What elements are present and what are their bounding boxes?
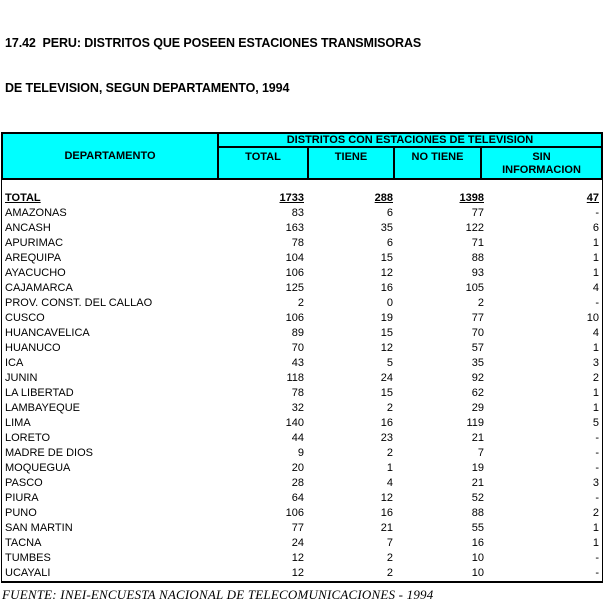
value-cell: - bbox=[595, 492, 599, 504]
value-cell: 163 bbox=[285, 222, 304, 234]
value-cell: 24 bbox=[291, 537, 304, 549]
table-row bbox=[2, 356, 602, 371]
value-cell: 4 bbox=[592, 282, 599, 294]
page-title-line2: DE TELEVISION, SEGUN DEPARTAMENTO, 1994 bbox=[5, 81, 290, 95]
value-cell: 47 bbox=[586, 192, 599, 204]
department-cell: UCAYALI bbox=[5, 567, 51, 579]
value-cell: - bbox=[595, 447, 599, 459]
value-cell: 32 bbox=[291, 402, 304, 414]
value-cell: 44 bbox=[291, 432, 304, 444]
value-cell: 20 bbox=[291, 462, 304, 474]
value-cell: 1398 bbox=[459, 192, 484, 204]
table-body bbox=[1, 180, 603, 583]
value-cell: 77 bbox=[291, 522, 304, 534]
value-cell: 15 bbox=[380, 327, 393, 339]
department-cell: ICA bbox=[5, 357, 24, 369]
value-cell: 92 bbox=[471, 372, 484, 384]
value-cell: 104 bbox=[285, 252, 304, 264]
value-cell: 1 bbox=[592, 252, 599, 264]
value-cell: 89 bbox=[291, 327, 304, 339]
department-cell: PROV. CONST. DEL CALLAO bbox=[5, 297, 153, 309]
header-col-sin-informacion bbox=[482, 148, 601, 178]
header-col-total: TOTAL bbox=[219, 148, 309, 178]
value-cell: 29 bbox=[471, 402, 484, 414]
value-cell: 5 bbox=[386, 357, 393, 369]
value-cell: 15 bbox=[380, 387, 393, 399]
value-cell: 3 bbox=[592, 477, 599, 489]
value-cell: - bbox=[595, 207, 599, 219]
value-cell: 70 bbox=[291, 342, 304, 354]
value-cell: 77 bbox=[471, 207, 484, 219]
value-cell: 1 bbox=[592, 267, 599, 279]
value-cell: 119 bbox=[466, 417, 484, 429]
department-cell: JUNIN bbox=[5, 372, 38, 384]
department-cell: ANCASH bbox=[5, 222, 51, 234]
value-cell: 15 bbox=[380, 252, 393, 264]
value-cell: 43 bbox=[291, 357, 304, 369]
value-cell: 12 bbox=[380, 342, 393, 354]
value-cell: 3 bbox=[592, 357, 599, 369]
value-cell: 77 bbox=[471, 312, 484, 324]
value-cell: 140 bbox=[285, 417, 304, 429]
value-cell: 88 bbox=[471, 507, 484, 519]
table-row bbox=[2, 221, 602, 236]
table-row bbox=[2, 491, 602, 506]
value-cell: 16 bbox=[380, 282, 393, 294]
header-col-no-tiene: NO TIENE bbox=[395, 148, 482, 178]
value-cell: 83 bbox=[291, 207, 304, 219]
header-col-sin-line2: INFORMACION bbox=[502, 164, 581, 176]
value-cell: 12 bbox=[291, 552, 304, 564]
value-cell: 1 bbox=[592, 342, 599, 354]
value-cell: 4 bbox=[386, 477, 393, 489]
value-cell: 1 bbox=[592, 522, 599, 534]
department-cell: HUANCAVELICA bbox=[5, 327, 90, 339]
header-columns bbox=[219, 148, 601, 178]
value-cell: 64 bbox=[291, 492, 304, 504]
table-row bbox=[2, 341, 602, 356]
value-cell: 2 bbox=[592, 507, 599, 519]
value-cell: 19 bbox=[471, 462, 484, 474]
value-cell: 24 bbox=[380, 372, 393, 384]
value-cell: 9 bbox=[297, 447, 304, 459]
value-cell: 78 bbox=[291, 237, 304, 249]
table-row bbox=[2, 266, 602, 281]
value-cell: 6 bbox=[386, 237, 393, 249]
value-cell: 35 bbox=[471, 357, 484, 369]
value-cell: 1 bbox=[592, 537, 599, 549]
table-row bbox=[2, 461, 602, 476]
value-cell: 1 bbox=[592, 387, 599, 399]
value-cell: 35 bbox=[380, 222, 393, 234]
table-row bbox=[2, 446, 602, 461]
value-cell: 70 bbox=[471, 327, 484, 339]
department-cell: TUMBES bbox=[5, 552, 51, 564]
value-cell: 6 bbox=[592, 222, 599, 234]
department-cell: LAMBAYEQUE bbox=[5, 402, 80, 414]
value-cell: 2 bbox=[386, 402, 393, 414]
value-cell: 1 bbox=[592, 237, 599, 249]
value-cell: 16 bbox=[380, 417, 393, 429]
value-cell: 78 bbox=[291, 387, 304, 399]
department-cell: TOTAL bbox=[5, 192, 41, 204]
value-cell: 57 bbox=[471, 342, 484, 354]
value-cell: 10 bbox=[471, 552, 484, 564]
value-cell: 1 bbox=[386, 462, 393, 474]
department-cell: APURIMAC bbox=[5, 237, 64, 249]
department-cell: LIMA bbox=[5, 417, 31, 429]
value-cell: 23 bbox=[380, 432, 393, 444]
value-cell: 52 bbox=[471, 492, 484, 504]
department-cell: HUANUCO bbox=[5, 342, 61, 354]
value-cell: 2 bbox=[592, 372, 599, 384]
department-cell: MOQUEGUA bbox=[5, 462, 71, 474]
table-row bbox=[2, 521, 602, 536]
department-cell: PIURA bbox=[5, 492, 39, 504]
department-cell: LA LIBERTAD bbox=[5, 387, 74, 399]
value-cell: 1 bbox=[592, 402, 599, 414]
value-cell: - bbox=[595, 297, 599, 309]
value-cell: 21 bbox=[380, 522, 393, 534]
department-cell: AMAZONAS bbox=[5, 207, 67, 219]
table-row bbox=[2, 326, 602, 341]
value-cell: - bbox=[595, 462, 599, 474]
department-cell: AYACUCHO bbox=[5, 267, 66, 279]
table-header bbox=[1, 132, 603, 180]
table-row bbox=[2, 431, 602, 446]
table-row bbox=[2, 536, 602, 551]
value-cell: 125 bbox=[285, 282, 304, 294]
value-cell: 288 bbox=[374, 192, 393, 204]
department-cell: LORETO bbox=[5, 432, 51, 444]
value-cell: 88 bbox=[471, 252, 484, 264]
table-row bbox=[2, 416, 602, 431]
department-cell: CUSCO bbox=[5, 312, 45, 324]
value-cell: 122 bbox=[465, 222, 484, 234]
value-cell: 2 bbox=[386, 447, 393, 459]
page-title-line1: 17.42 PERU: DISTRITOS QUE POSEEN ESTACIONES TRANSMISORAS bbox=[5, 36, 422, 50]
value-cell: 7 bbox=[386, 537, 393, 549]
value-cell: 16 bbox=[471, 537, 484, 549]
value-cell: 118 bbox=[286, 372, 304, 384]
value-cell: 106 bbox=[285, 507, 304, 519]
table-row bbox=[2, 566, 602, 581]
value-cell: 71 bbox=[471, 237, 484, 249]
value-cell: 16 bbox=[380, 507, 393, 519]
table-row bbox=[2, 206, 602, 221]
value-cell: 5 bbox=[592, 417, 599, 429]
value-cell: - bbox=[595, 567, 599, 579]
header-col-tiene: TIENE bbox=[309, 148, 395, 178]
value-cell: 106 bbox=[285, 267, 304, 279]
value-cell: 7 bbox=[477, 447, 484, 459]
table-row bbox=[2, 401, 602, 416]
value-cell: 4 bbox=[592, 327, 599, 339]
department-cell: MADRE DE DIOS bbox=[5, 447, 94, 459]
table-row bbox=[2, 251, 602, 266]
table-row bbox=[2, 311, 602, 326]
department-cell: CAJAMARCA bbox=[5, 282, 73, 294]
value-cell: 2 bbox=[297, 297, 304, 309]
value-cell: 12 bbox=[291, 567, 304, 579]
table-row bbox=[2, 551, 602, 566]
value-cell: 21 bbox=[471, 432, 484, 444]
department-cell: PUNO bbox=[5, 507, 37, 519]
value-cell: 28 bbox=[291, 477, 304, 489]
table-row bbox=[2, 476, 602, 491]
value-cell: 10 bbox=[586, 312, 599, 324]
value-cell: 55 bbox=[471, 522, 484, 534]
value-cell: 6 bbox=[386, 207, 393, 219]
table-row bbox=[2, 281, 602, 296]
table-row bbox=[2, 386, 602, 401]
header-group-label: DISTRITOS CON ESTACIONES DE TELEVISION bbox=[219, 134, 601, 148]
value-cell: 2 bbox=[477, 297, 484, 309]
table-row bbox=[2, 236, 602, 251]
header-right-section bbox=[219, 134, 601, 178]
page-title bbox=[5, 6, 604, 111]
statistics-table bbox=[1, 132, 603, 583]
value-cell: 106 bbox=[285, 312, 304, 324]
value-cell: 2 bbox=[386, 552, 393, 564]
header-col-sin-line1: SIN bbox=[532, 151, 551, 163]
value-cell: 1733 bbox=[279, 192, 304, 204]
value-cell: 12 bbox=[380, 492, 393, 504]
department-cell: SAN MARTIN bbox=[5, 522, 73, 534]
value-cell: - bbox=[595, 552, 599, 564]
value-cell: 21 bbox=[471, 477, 484, 489]
source-note: FUENTE: INEI-ENCUESTA NACIONAL DE TELECOMUNICACIONES - 1994 bbox=[2, 587, 434, 602]
value-cell: 105 bbox=[465, 282, 484, 294]
department-cell: PASCO bbox=[5, 477, 43, 489]
total-row bbox=[2, 191, 602, 206]
value-cell: 19 bbox=[380, 312, 393, 324]
value-cell: 62 bbox=[471, 387, 484, 399]
department-cell: TACNA bbox=[5, 537, 42, 549]
value-cell: 12 bbox=[380, 267, 393, 279]
table-row bbox=[2, 296, 602, 311]
department-cell: AREQUIPA bbox=[5, 252, 62, 264]
value-cell: 0 bbox=[386, 297, 393, 309]
value-cell: - bbox=[595, 432, 599, 444]
table-row bbox=[2, 506, 602, 521]
value-cell: 93 bbox=[471, 267, 484, 279]
header-departamento: DEPARTAMENTO bbox=[3, 134, 219, 178]
value-cell: 10 bbox=[471, 567, 484, 579]
table-row bbox=[2, 371, 602, 386]
value-cell: 2 bbox=[386, 567, 393, 579]
